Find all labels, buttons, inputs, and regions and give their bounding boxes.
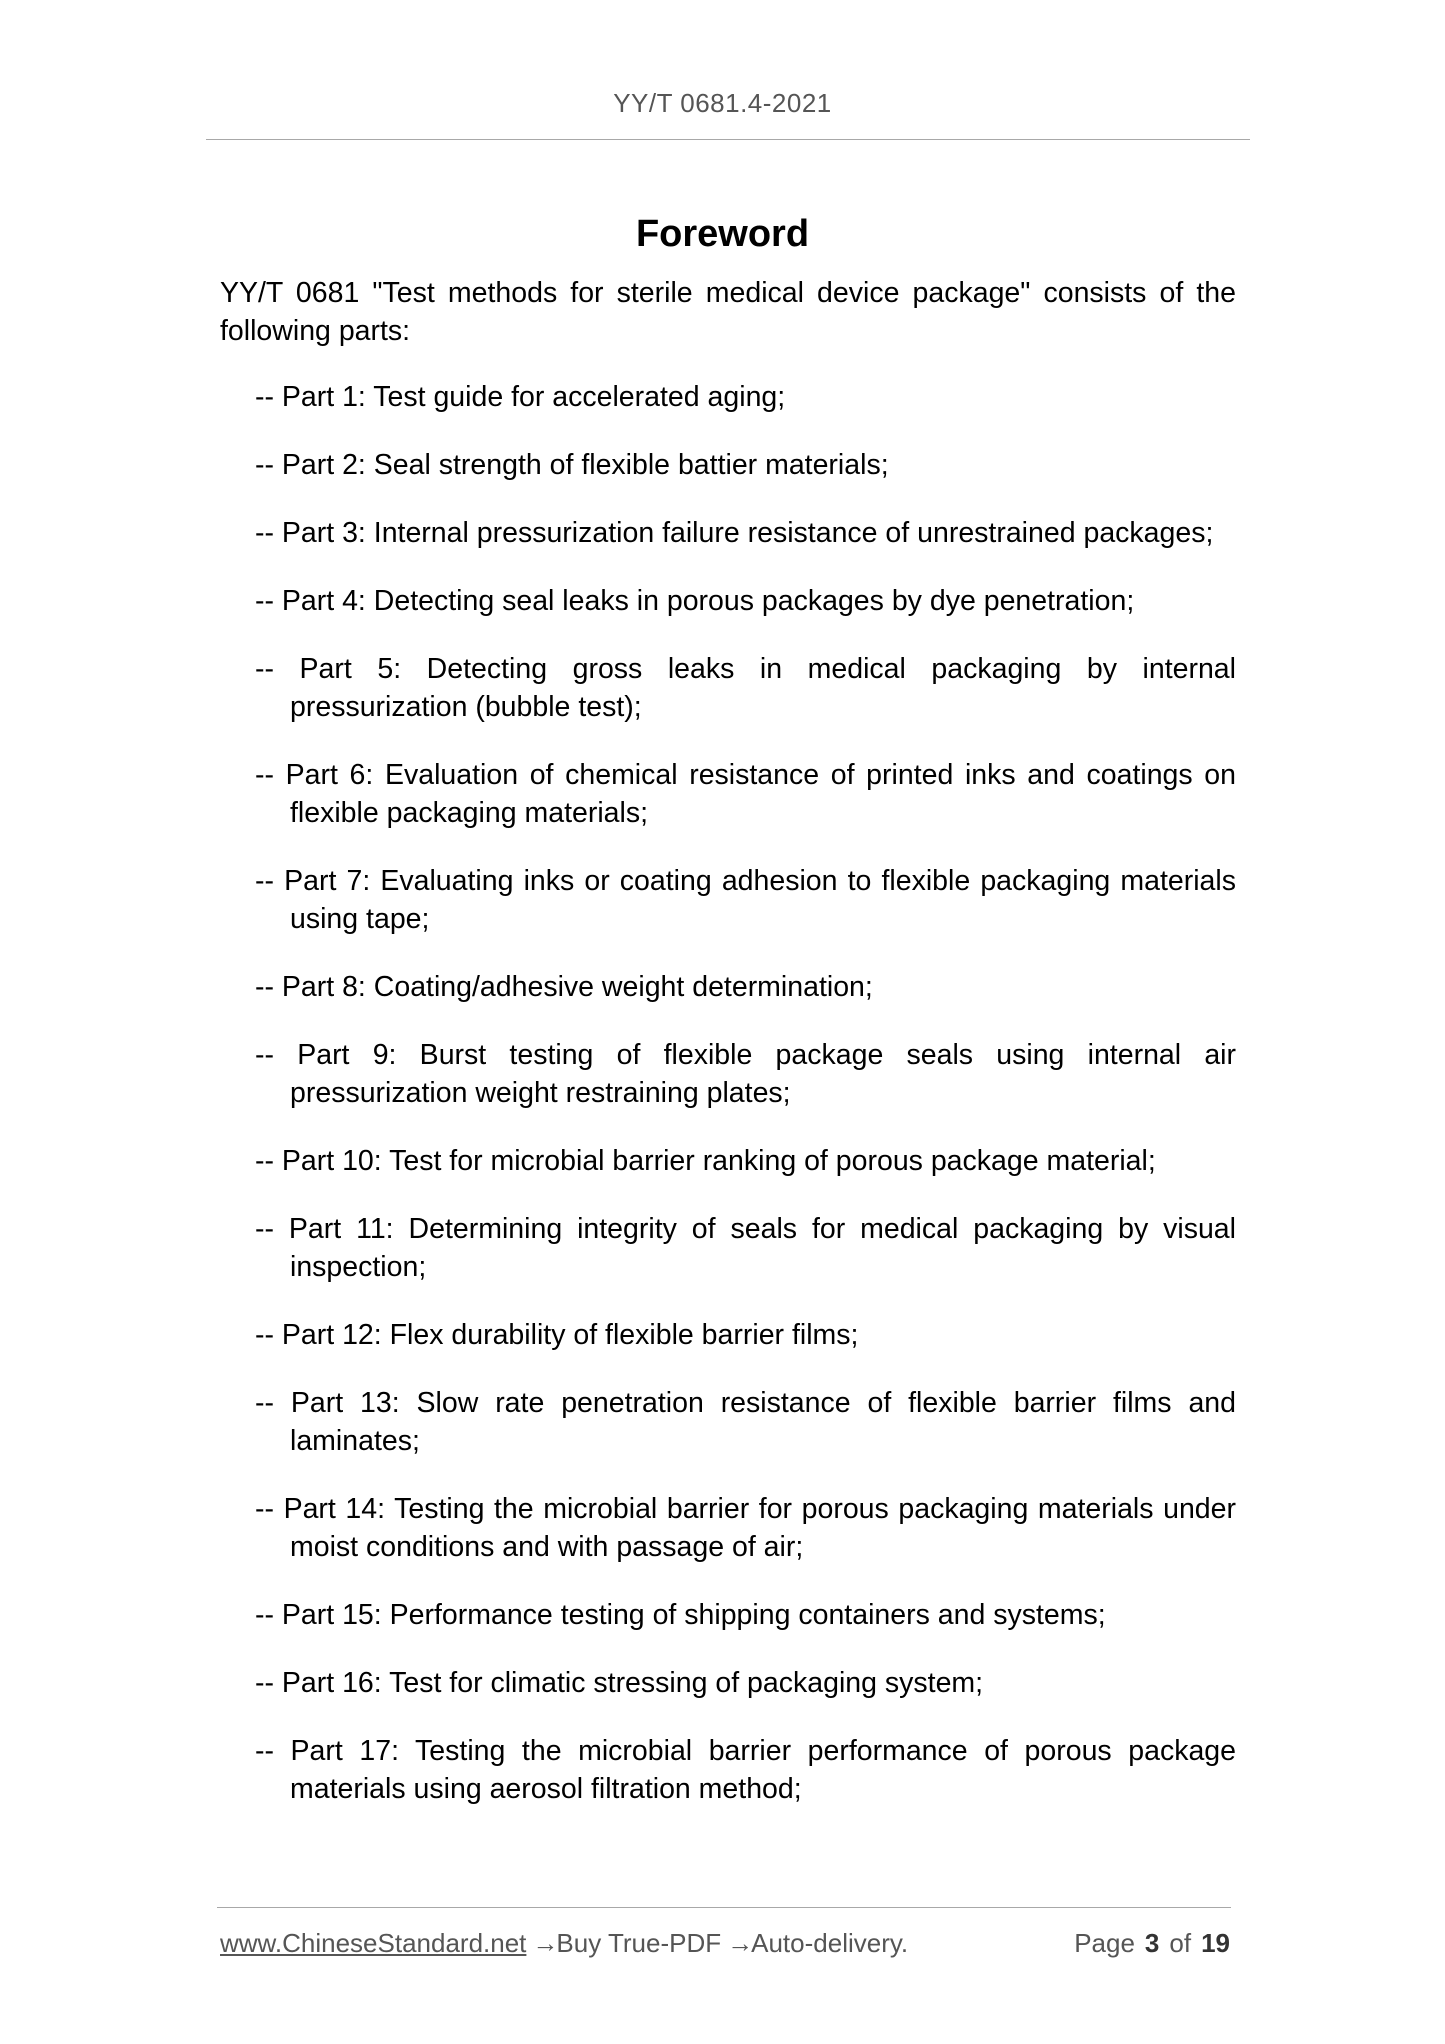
- part-item: -- Part 6: Evaluation of chemical resistance of printed inks and coatings on flexible packaging materials;: [255, 759, 1236, 829]
- website-link[interactable]: www.ChineseStandard.net: [220, 1928, 527, 1958]
- footer-promo: [220, 1926, 908, 1960]
- intro-paragraph: YY/T 0681 "Test methods for sterile medical device package" consists of the following parts:: [220, 277, 1236, 347]
- part-item: -- Part 13: Slow rate penetration resistance of flexible barrier films and laminates;: [255, 1387, 1236, 1457]
- auto-delivery-text: Auto-delivery.: [751, 1928, 909, 1958]
- part-item: -- Part 15: Performance testing of shipping containers and systems;: [255, 1599, 1106, 1631]
- page-number: [1074, 1926, 1230, 1960]
- buy-true-pdf-text: Buy True-PDF: [556, 1928, 722, 1958]
- part-item: -- Part 9: Burst testing of flexible package seals using internal air pressurization weight restraining plates;: [255, 1039, 1236, 1109]
- part-item: -- Part 7: Evaluating inks or coating adhesion to flexible packaging materials using tape;: [255, 865, 1236, 935]
- part-item: -- Part 17: Testing the microbial barrier performance of porous package materials using aerosol filtration method;: [255, 1735, 1236, 1805]
- header-divider: [206, 139, 1250, 140]
- page-title: Foreword: [635, 213, 810, 256]
- right-arrow-icon: →: [532, 1928, 559, 1958]
- document-code-header: YY/T 0681.4-2021: [613, 88, 832, 118]
- part-item: -- Part 5: Detecting gross leaks in medical packaging by internal pressurization (bubble test);: [255, 653, 1236, 723]
- part-item: -- Part 1: Test guide for accelerated aging;: [255, 381, 786, 413]
- part-item: -- Part 14: Testing the microbial barrier for porous packaging materials under moist conditions and with passage of air;: [255, 1493, 1236, 1563]
- page-label: Page: [1074, 1928, 1135, 1958]
- part-item: -- Part 10: Test for microbial barrier ranking of porous package material;: [255, 1145, 1156, 1177]
- of-label: of: [1169, 1928, 1192, 1958]
- footer-divider: [217, 1907, 1231, 1908]
- current-page-number: 3: [1144, 1928, 1160, 1958]
- foreword-body: [220, 274, 1236, 1838]
- part-item: -- Part 16: Test for climatic stressing of packaging system;: [255, 1667, 984, 1699]
- right-arrow-icon: →: [727, 1928, 754, 1958]
- part-item: -- Part 3: Internal pressurization failure resistance of unrestrained packages;: [255, 517, 1214, 549]
- part-item: -- Part 4: Detecting seal leaks in porous packages by dye penetration;: [255, 585, 1135, 617]
- part-item: -- Part 2: Seal strength of flexible battier materials;: [255, 449, 889, 481]
- total-pages-number: 19: [1201, 1928, 1230, 1958]
- part-item: -- Part 11: Determining integrity of seals for medical packaging by visual inspection;: [255, 1213, 1236, 1283]
- part-item: -- Part 8: Coating/adhesive weight determination;: [255, 971, 873, 1003]
- parts-list: [220, 378, 1236, 1808]
- part-item: -- Part 12: Flex durability of flexible barrier films;: [255, 1319, 859, 1351]
